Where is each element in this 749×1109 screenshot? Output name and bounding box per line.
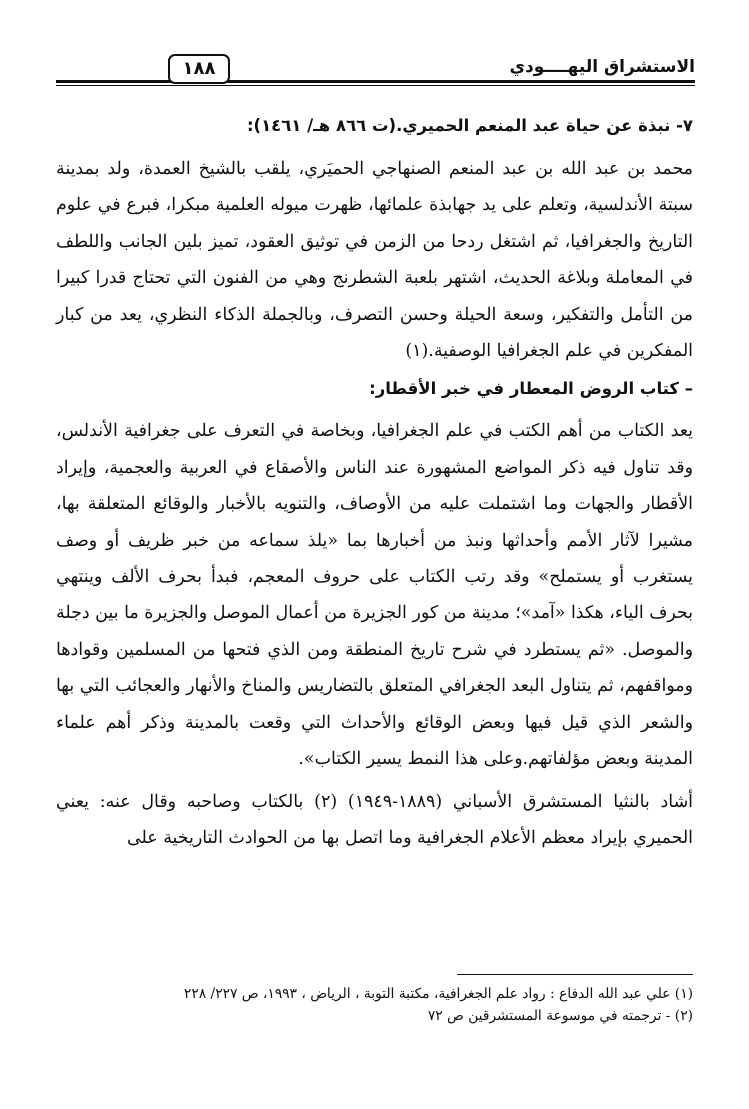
book-description-paragraph: يعد الكتاب من أهم الكتب في علم الجغرافيا، وبخاصة في التعرف على جغرافية الأندلس، وقد تناول فيه ذكر المواضع المشهورة عند الناس والأصقاع في العربية والعجمية، وإيراد الأقطار والجهات وما اشتملت عليه من الأوصاف، والتنويه بالأخبار والوقائع المتعلقة بها، مشيرا لآثار الأمم وأحداثها ونبذ من أخبارها بما «يلذ سماعه من خبر ظريف أو وصف يستغرب أو يستملح» وقد رتب الكتاب على حروف المعجم، فبدأ بحرف الألف وينتهي بحرف الياء، هكذا «آمد»؛ مدينة من كور الجزيرة من أعمال الموصل والجزيرة ما بين دجلة والموصل. «ثم يستطرد في شرح تاريخ المنطقة ومن الذي فتحها من المسلمين وقوادها ومواقفهم، ثم يتناول البعد الجغرافي المتعلق بالتضاريس والمناخ والأنهار والعجائب التي بها والشعر الذي قيل فيها وبعض الوقائع والأحداث التي وقعت بالمدينة وذكر أهم علماء المدينة وبعض مؤلفاتهم.وعلى هذا النمط يسير الكتاب». — [56, 421, 693, 770]
footnotes — [56, 983, 693, 1027]
section-heading: ٧- نبذة عن حياة عبد المنعم الحميري.(ت ٨٦٦ هـ/ ١٤٦١): — [246, 116, 693, 135]
footnote-2: (٢) - ترجمته في موسوعة المستشرقين ص ٧٢ — [427, 1008, 693, 1024]
page-number: ١٨٨ — [168, 54, 230, 84]
footnote-rule — [457, 974, 693, 975]
biography-paragraph: محمد بن عبد الله بن عبد المنعم الصنهاجي الحميَري، يلقب بالشيخ العمدة، ولد بمدينة سبتة الأندلسية، وتعلم على يد جهابذة علمائها، ظهرت ميوله العلمية مبكرا، فبرع في علوم التاريخ والجغرافيا، ثم اشتغل ردحا من الزمن في توثيق العقود، تميز بلين الجانب واللطف في المعاملة وبلاغة الحديث، اشتهر بلعبة الشطرنج وهي من الفنون التي تحتاج قدرا كبيرا من التأمل والتفكير، وسعة الحيلة وحسن التصرف، وبالجملة الذكاء النظري، يعد من كبار المفكرين في علم الجغرافيا الوصفية.(١) — [56, 159, 693, 362]
closing-paragraph: أشاد بالنثيا المستشرق الأسباني (١٨٨٩-١٩٤٩) (٢) بالكتاب وصاحبه وقال عنه: يعني الحميري بإيراد معظم الأعلام الجغرافية وما اتصل بها من الحوادث التاريخية على — [56, 791, 693, 848]
footnote-1: (١) علي عبد الله الدفاع : رواد علم الجغرافية، مكتبة التوبة ، الرياض ، ١٩٩٣، ص ٢٢٧/ ٢٢٨ — [183, 986, 693, 1002]
main-text — [56, 108, 693, 856]
running-header — [56, 56, 695, 90]
running-title: الاستشراق اليهــــودي — [501, 56, 695, 78]
book-heading: – كتاب الروض المعطار في خبر الأقطار: — [369, 379, 693, 399]
header-rule — [56, 80, 695, 86]
